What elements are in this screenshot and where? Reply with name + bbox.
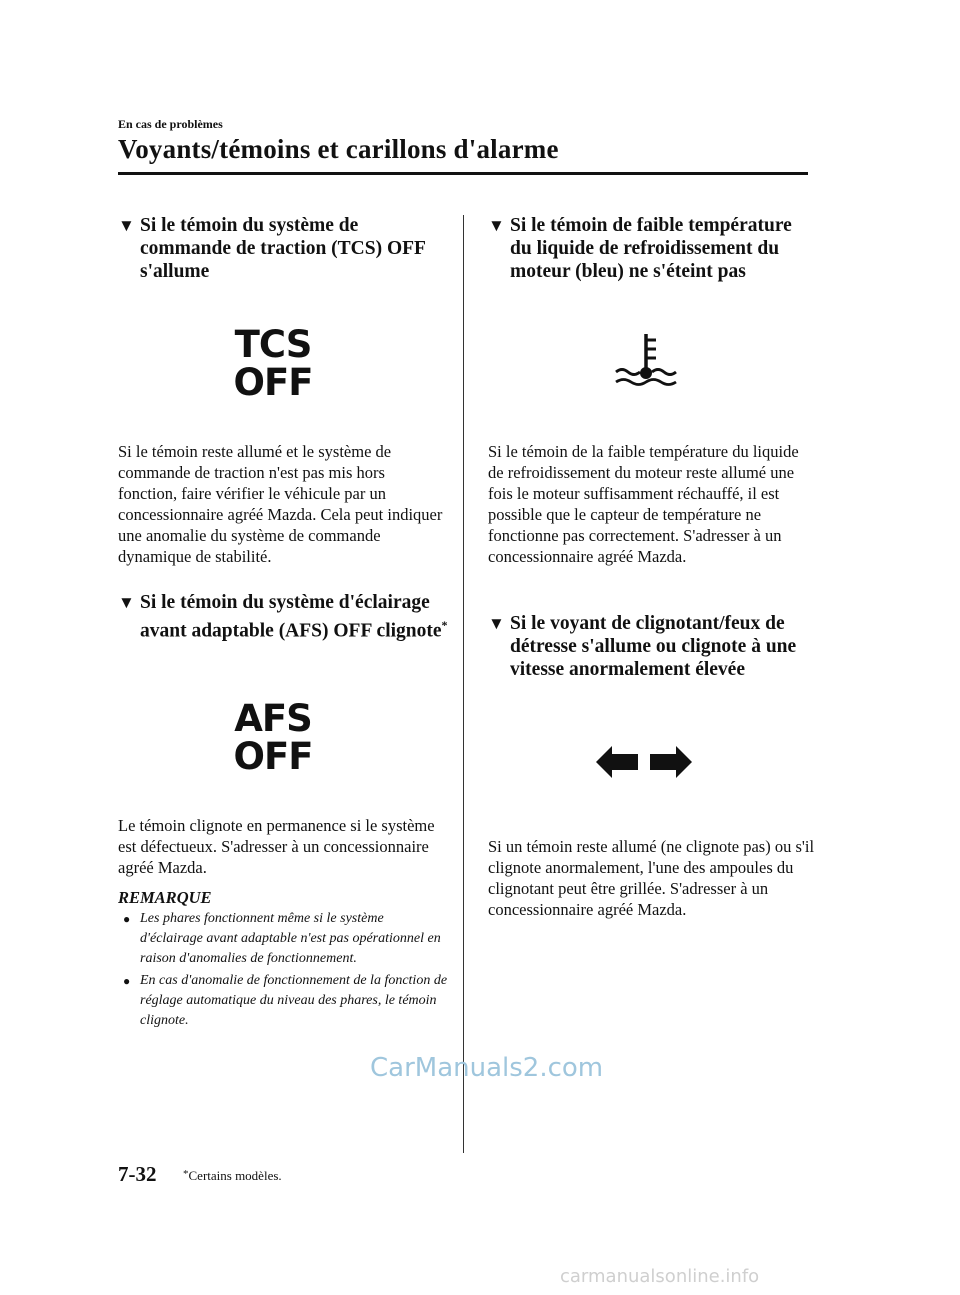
afs-off-indicator-icon: AFS OFF (233, 697, 313, 778)
asterisk-mark: * (441, 618, 448, 632)
bullet-icon: ● (123, 974, 131, 988)
tcs-heading: ▼ Si le témoin du système de commande de traction (TCS) OFF s'allume (118, 215, 426, 282)
coolant-heading: ▼ Si le témoin de faible température du liquide de refroidissement du moteur (bleu) ne s'éteint pas (488, 215, 792, 282)
tcs-off-indicator-icon: TCS OFF (233, 323, 313, 404)
turn-signal-body-text: Si un témoin reste allumé (ne clignote pas) ou s'il clignote anormalement, l'une des ampoules du clignotant peut être grillée. S'adresser à un concessionnaire agréé Mazda. (488, 837, 815, 919)
header-rule (118, 172, 808, 175)
coolant-body-text: Si le témoin de la faible température du liquide de refroidissement du moteur reste allumé une fois le moteur suffisamment réchauffé, il est possible que le capteur de température ne fonctionne pas correctement. S'adresser à un concessionnaire agréé Mazda. (488, 442, 799, 566)
note-title: REMARQUE (118, 888, 212, 907)
column-divider (463, 215, 464, 1153)
section-label: En cas de problèmes (118, 117, 223, 131)
watermark-logo: CarManuals2.com (370, 1053, 604, 1083)
note-item: ● Les phares fonctionnent même si le système d'éclairage avant adaptable n'est pas opérationnel en raison d'anomalies de fonctionnement. (123, 911, 441, 966)
triangle-bullet-icon: ▼ (488, 216, 505, 235)
triangle-bullet-icon: ▼ (118, 593, 135, 612)
site-watermark: carmanualsonline.info (560, 1266, 760, 1287)
bullet-icon: ● (123, 912, 131, 926)
turn-signal-arrows-icon (596, 745, 692, 784)
footnote: *Certains modèles. (183, 1168, 282, 1183)
triangle-bullet-icon: ▼ (488, 614, 505, 633)
afs-heading: ▼ Si le témoin du système d'éclairage avant adaptable (AFS) OFF clignote* (118, 592, 448, 642)
note-item: ● En cas d'anomalie de fonctionnement de la fonction de réglage automatique du niveau des phares, le témoin clignote. (123, 973, 448, 1028)
note-list (118, 909, 448, 1033)
page-number: 7-32 (118, 1162, 157, 1186)
turn-signal-heading: ▼ Si le voyant de clignotant/feux de détresse s'allume ou clignote à une vitesse anormalement élevée (488, 613, 797, 680)
triangle-bullet-icon: ▼ (118, 216, 135, 235)
coolant-temperature-icon (612, 330, 680, 393)
page-title: Voyants/témoins et carillons d'alarme (118, 134, 559, 164)
tcs-body-text: Si le témoin reste allumé et le système de commande de traction n'est pas mis hors fonction, faire vérifier le véhicule par un concessionnaire agréé Mazda. Cela peut indiquer une anomalie du système de commande dynamique de stabilité. (118, 442, 443, 566)
asterisk-mark: * (183, 1168, 189, 1180)
afs-body-text: Le témoin clignote en permanence si le système est défectueux. S'adresser à un concessionnaire agréé Mazda. (118, 816, 435, 877)
